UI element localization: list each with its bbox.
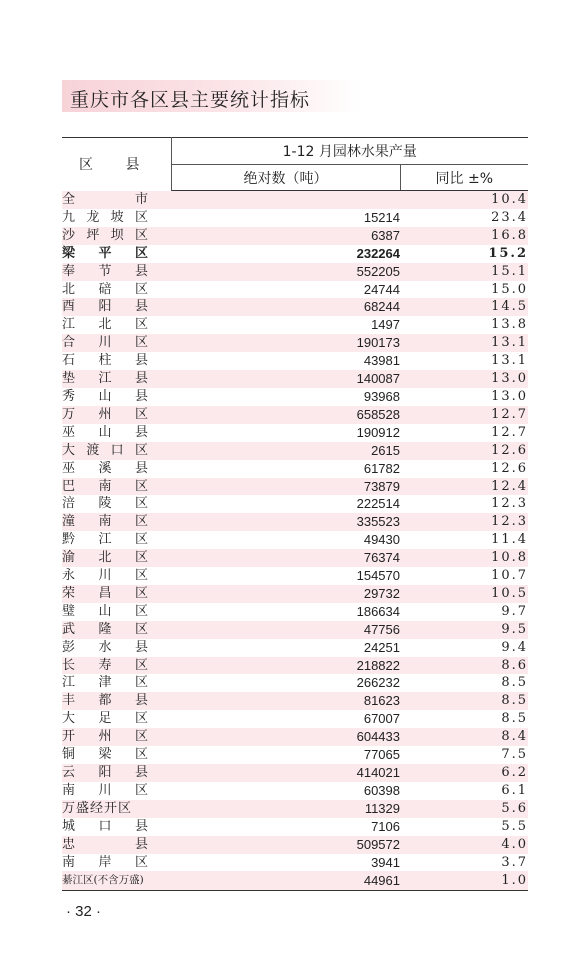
- region-name-cell: [62, 334, 171, 352]
- region-name-cell: [62, 281, 171, 299]
- table-row: [62, 657, 528, 675]
- region-name: 全市: [62, 191, 209, 207]
- table-row: [62, 263, 528, 281]
- region-name: 巫溪县: [62, 460, 172, 476]
- region-name: 城口县: [62, 818, 172, 834]
- absolute-value-cell: 76374: [171, 549, 400, 567]
- yoy-change-cell: 23.4: [400, 209, 528, 227]
- region-name-cell: [62, 478, 171, 496]
- region-name-cell: [62, 263, 171, 281]
- region-name: 南川区: [62, 782, 172, 798]
- region-name-cell: [62, 710, 171, 728]
- absolute-value-cell: 47756: [171, 621, 400, 639]
- absolute-value-cell: 67007: [171, 710, 400, 728]
- region-name: 九龙坡区: [62, 209, 160, 225]
- region-name-cell: [62, 871, 171, 890]
- absolute-value-cell: 15214: [171, 209, 400, 227]
- absolute-value-cell: 218822: [171, 657, 400, 675]
- yoy-change-cell: 8.5: [400, 710, 528, 728]
- region-name: 长寿区: [62, 657, 172, 673]
- region-name-cell: [62, 298, 171, 316]
- yoy-change-cell: 13.1: [400, 352, 528, 370]
- yoy-change-cell: 11.4: [400, 531, 528, 549]
- yoy-change-cell: 10.4: [400, 191, 528, 209]
- region-name-cell: [62, 818, 171, 836]
- region-name-cell: [62, 800, 171, 818]
- absolute-value-cell: 29732: [171, 585, 400, 603]
- title-banner: [62, 80, 362, 112]
- absolute-value-cell: 24251: [171, 639, 400, 657]
- absolute-value-cell: 186634: [171, 603, 400, 621]
- yoy-change-cell: 15.1: [400, 263, 528, 281]
- absolute-value-cell: 61782: [171, 460, 400, 478]
- region-name: 铜梁区: [62, 747, 172, 763]
- region-name: 垫江县: [62, 371, 172, 387]
- region-name-cell: [62, 245, 171, 263]
- region-name-cell: [62, 674, 171, 692]
- yoy-change-cell: 9.5: [400, 621, 528, 639]
- header-metric: 1-12 月园林水果产量: [171, 138, 528, 165]
- absolute-value-cell: 414021: [171, 764, 400, 782]
- absolute-value-cell: 49430: [171, 531, 400, 549]
- table-row: [62, 639, 528, 657]
- table-row: [62, 281, 528, 299]
- absolute-value-cell: 266232: [171, 674, 400, 692]
- table-row: [62, 621, 528, 639]
- page-title: 重庆市各区县主要统计指标: [70, 89, 311, 111]
- absolute-value-cell: 77065: [171, 746, 400, 764]
- region-name-cell: [62, 854, 171, 872]
- table-row: [62, 567, 528, 585]
- header-absolute: 绝对数（吨）: [171, 165, 400, 191]
- yoy-change-cell: 12.3: [400, 513, 528, 531]
- region-name: 武隆区: [62, 621, 172, 637]
- table-row: [62, 424, 528, 442]
- yoy-change-cell: 12.3: [400, 495, 528, 513]
- yoy-change-cell: 14.5: [400, 298, 528, 316]
- region-name: 潼南区: [62, 514, 172, 530]
- absolute-value-cell: 81623: [171, 692, 400, 710]
- table-row: [62, 746, 528, 764]
- absolute-value-cell: 190173: [171, 334, 400, 352]
- yoy-change-cell: 9.4: [400, 639, 528, 657]
- yoy-change-cell: 8.5: [400, 674, 528, 692]
- region-name-cell: [62, 567, 171, 585]
- yoy-change-cell: 16.8: [400, 227, 528, 245]
- region-name: 沙坪坝区: [62, 227, 160, 243]
- region-name: 云阳县: [62, 765, 172, 780]
- region-name: 奉节县: [62, 263, 172, 279]
- region-name: 大渡口区: [62, 442, 160, 458]
- table-row: [62, 495, 528, 513]
- region-name: 江北区: [62, 317, 172, 333]
- table-row: [62, 764, 528, 782]
- region-name-cell: [62, 495, 171, 513]
- yoy-change-cell: 13.8: [400, 316, 528, 334]
- region-name: 酉阳县: [62, 299, 172, 315]
- region-name: 南岸区: [62, 854, 172, 870]
- absolute-value-cell: 6387: [171, 227, 400, 245]
- region-name: 江津区: [62, 675, 172, 691]
- region-name-cell: [62, 352, 171, 370]
- absolute-value-cell: 2615: [171, 442, 400, 460]
- absolute-value-cell: 93968: [171, 388, 400, 406]
- region-name: 丰都县: [62, 693, 172, 709]
- yoy-change-cell: 12.7: [400, 424, 528, 442]
- header-region: 区 县: [62, 138, 171, 191]
- yoy-change-cell: 12.4: [400, 478, 528, 496]
- absolute-value-cell: 154570: [171, 567, 400, 585]
- yoy-change-cell: 8.4: [400, 728, 528, 746]
- yoy-change-cell: 8.5: [400, 692, 528, 710]
- table-row: [62, 854, 528, 872]
- absolute-value-cell: 73879: [171, 478, 400, 496]
- region-name-cell: [62, 424, 171, 442]
- region-name-cell: [62, 406, 171, 424]
- table-row: [62, 191, 528, 209]
- yoy-change-cell: 5.5: [400, 818, 528, 836]
- region-name-cell: [62, 746, 171, 764]
- absolute-value-cell: 190912: [171, 424, 400, 442]
- absolute-value-cell: 68244: [171, 298, 400, 316]
- absolute-value-cell: 24744: [171, 281, 400, 299]
- region-name: 彭水县: [62, 639, 172, 655]
- yoy-change-cell: 13.1: [400, 334, 528, 352]
- absolute-value-cell: 43981: [171, 352, 400, 370]
- region-name: 北碚区: [62, 281, 172, 297]
- region-name-cell: [62, 782, 171, 800]
- region-name: 大足区: [62, 711, 172, 727]
- absolute-value-cell: 60398: [171, 782, 400, 800]
- absolute-value-cell: 7106: [171, 818, 400, 836]
- table-row: [62, 782, 528, 800]
- yoy-change-cell: 9.7: [400, 603, 528, 621]
- region-name: 合川区: [62, 335, 172, 351]
- absolute-value-cell: 604433: [171, 728, 400, 746]
- region-name-cell: [62, 513, 171, 531]
- region-name: 荣昌区: [62, 585, 172, 601]
- region-name-cell: [62, 316, 171, 334]
- region-name-cell: [62, 227, 171, 245]
- yoy-change-cell: 6.1: [400, 782, 528, 800]
- yoy-change-cell: 10.8: [400, 549, 528, 567]
- absolute-value-cell: 232264: [171, 245, 400, 263]
- table-row: [62, 513, 528, 531]
- absolute-value-cell: 335523: [171, 513, 400, 531]
- table-row: [62, 209, 528, 227]
- table-row: [62, 478, 528, 496]
- yoy-change-cell: 15.2: [400, 245, 528, 263]
- yoy-change-cell: 6.2: [400, 764, 528, 782]
- table-row: [62, 531, 528, 549]
- region-name: 涪陵区: [62, 496, 172, 512]
- region-name-cell: [62, 370, 171, 388]
- region-name-cell: [62, 585, 171, 603]
- table-row: [62, 710, 528, 728]
- region-name-cell: [62, 764, 171, 782]
- region-name: 忠县: [62, 836, 209, 852]
- region-name: 开州区: [62, 729, 172, 745]
- region-name-cell: [62, 639, 171, 657]
- region-name-cell: [62, 836, 209, 854]
- region-name: 永川区: [62, 568, 172, 584]
- table-row: [62, 728, 528, 746]
- table-row: [62, 549, 528, 567]
- absolute-value-cell: 44961: [171, 871, 400, 890]
- yoy-change-cell: 12.7: [400, 406, 528, 424]
- yoy-change-cell: 12.6: [400, 460, 528, 478]
- table-row: [62, 245, 528, 263]
- region-name: 黔江区: [62, 532, 172, 548]
- yoy-change-cell: 13.0: [400, 370, 528, 388]
- absolute-value-cell: 509572: [171, 836, 400, 854]
- table-row: [62, 603, 528, 621]
- region-name: 万盛经开区: [62, 800, 133, 816]
- table-row: [62, 334, 528, 352]
- stats-table: [62, 137, 528, 891]
- table-body: [62, 191, 528, 891]
- yoy-change-cell: 8.6: [400, 657, 528, 675]
- yoy-change-cell: 10.5: [400, 585, 528, 603]
- region-name: 石柱县: [62, 353, 172, 369]
- yoy-change-cell: 13.0: [400, 388, 528, 406]
- absolute-value-cell: 140087: [171, 370, 400, 388]
- yoy-change-cell: 10.7: [400, 567, 528, 585]
- region-name-cell: [62, 460, 171, 478]
- region-name: 巴南区: [62, 478, 172, 494]
- region-name-cell: [62, 621, 171, 639]
- region-name-cell: [62, 692, 171, 710]
- yoy-change-cell: 4.0: [400, 836, 528, 854]
- table-row: [62, 227, 528, 245]
- table-row: [62, 818, 528, 836]
- region-name: 渝北区: [62, 550, 172, 566]
- table-row: [62, 316, 528, 334]
- region-name: 万州区: [62, 406, 172, 422]
- yoy-change-cell: 12.6: [400, 442, 528, 460]
- table-row: [62, 442, 528, 460]
- table-row: [62, 585, 528, 603]
- table-row: [62, 370, 528, 388]
- region-name: 梁平区: [62, 245, 172, 261]
- region-name: 巫山县: [62, 424, 172, 440]
- table-row: [62, 836, 528, 854]
- region-name-cell: [62, 442, 171, 460]
- yoy-change-cell: 3.7: [400, 854, 528, 872]
- region-name: 秀山县: [62, 388, 172, 404]
- region-name-cell: [62, 657, 171, 675]
- absolute-value-cell: 3941: [171, 854, 400, 872]
- table-row: [62, 674, 528, 692]
- yoy-change-cell: 5.6: [400, 800, 528, 818]
- absolute-value-cell: 1497: [171, 316, 400, 334]
- region-name: 璧山区: [62, 603, 172, 619]
- table-row: [62, 406, 528, 424]
- region-name-cell: [62, 603, 171, 621]
- table-row: [62, 352, 528, 370]
- region-name-cell: [62, 531, 171, 549]
- table-row: [62, 298, 528, 316]
- table-row: [62, 460, 528, 478]
- table-row: [62, 388, 528, 406]
- table-row: [62, 871, 528, 890]
- absolute-value-cell: 658528: [171, 406, 400, 424]
- region-name-cell: [62, 191, 209, 209]
- table-row: [62, 692, 528, 710]
- absolute-value-cell: 222514: [171, 495, 400, 513]
- absolute-value-cell: 552205: [171, 263, 400, 281]
- region-name-cell: [62, 549, 171, 567]
- page-number: · 32 ·: [66, 903, 102, 920]
- table-row: [62, 800, 528, 818]
- region-name-cell: [62, 209, 171, 227]
- absolute-value-cell: 11329: [171, 800, 400, 818]
- region-name-cell: [62, 728, 171, 746]
- region-name-cell: [62, 388, 171, 406]
- region-name: 綦江区(不含万盛): [62, 874, 144, 887]
- yoy-change-cell: 1.0: [400, 871, 528, 890]
- yoy-change-cell: 7.5: [400, 746, 528, 764]
- header-yoy: 同比 ±%: [400, 165, 528, 191]
- yoy-change-cell: 15.0: [400, 281, 528, 299]
